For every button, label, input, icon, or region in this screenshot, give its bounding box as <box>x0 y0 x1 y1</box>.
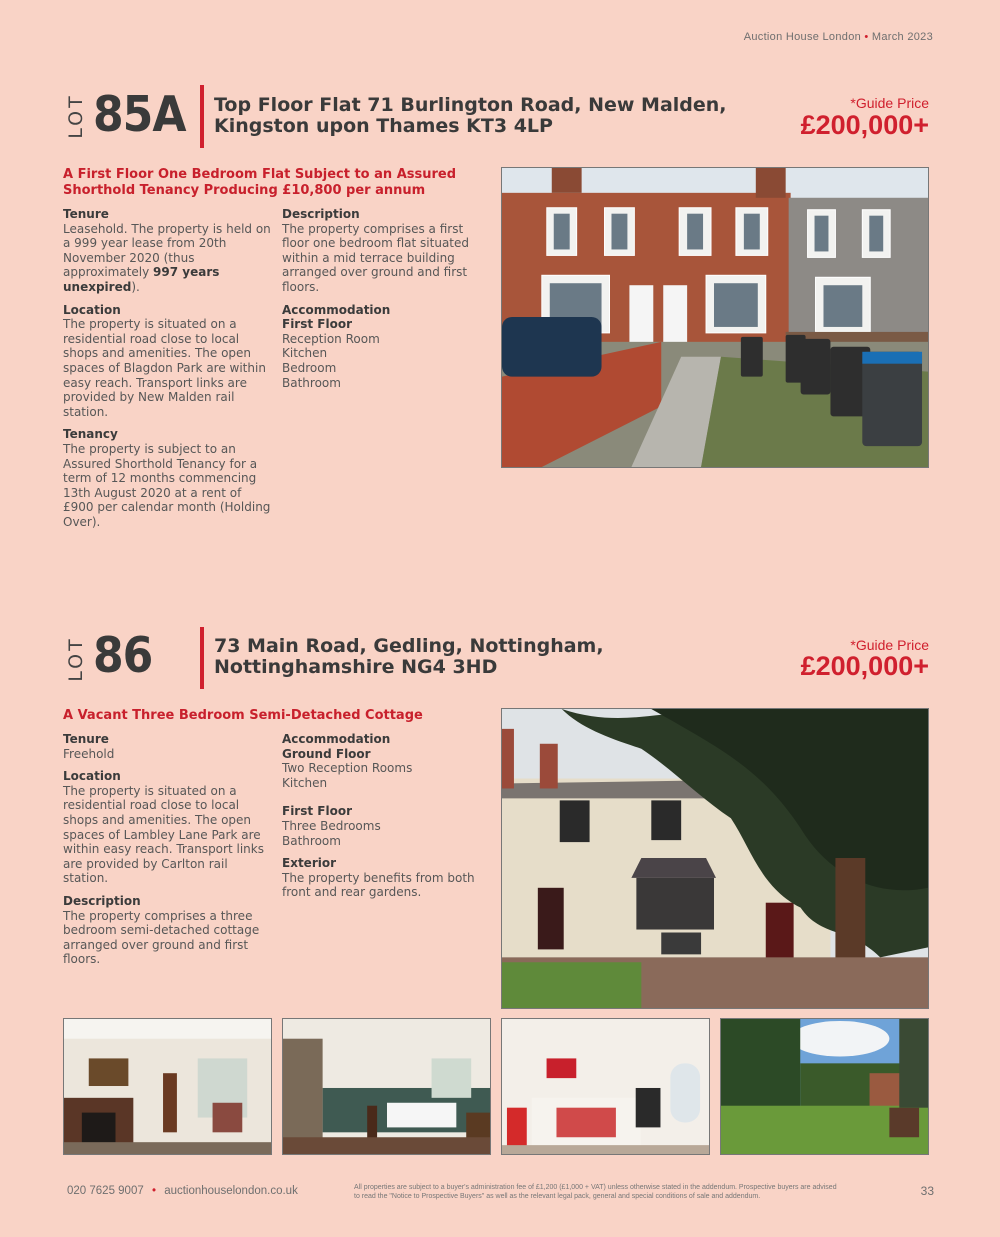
tenancy-heading: Tenancy <box>63 427 118 442</box>
title-line-2: Nottinghamshire NG4 3HD <box>214 656 498 678</box>
room-item: Reception Room <box>282 331 380 346</box>
publication-header <box>744 31 933 43</box>
lot-85a-left-column <box>63 207 275 537</box>
phone-number: 020 7625 9007 <box>67 1185 144 1197</box>
footer-contact <box>67 1185 298 1197</box>
title-line-1: Top Floor Flat 71 Burlington Road, New Malden, <box>214 94 727 116</box>
description-heading: Description <box>282 207 360 221</box>
title-line-2: Kingston upon Thames KT3 4LP <box>214 115 553 137</box>
title-line-1: 73 Main Road, Gedling, Nottingham, <box>214 635 604 657</box>
accommodation-heading: Accommodation <box>282 732 391 746</box>
lot-86-exterior-photo <box>501 708 929 1009</box>
dining-room-photo <box>282 1018 491 1155</box>
brand-name: Auction House London <box>743 31 862 43</box>
tenure-heading: Tenure <box>63 207 109 221</box>
lot-86-left-column <box>63 732 275 975</box>
lot-word: LOT <box>64 93 87 139</box>
room-item: Kitchen <box>282 346 328 361</box>
lot-85a-title <box>214 95 727 137</box>
accommodation-heading: Accommodation <box>282 302 391 317</box>
tenure-text: Freehold <box>63 746 115 761</box>
lot-85a-headline: A First Floor One Bedroom Flat Subject to an Assured Shorthold Tenancy Producing £10,800 per annum <box>63 167 457 198</box>
lot-85a-right-column <box>282 207 492 398</box>
fee-notice: All properties are subject to a buyer's administration fee of £1,200 (£1,000 + VAT) unless otherwise stated in the addendum. Prospective buyers are advised to read the "Notice to Prospective Buyers" as well as the relevant legal pack, general and special conditions of sale and addendum. <box>354 1184 837 1200</box>
room-item: Kitchen <box>282 775 328 790</box>
lot-86-headline: A Vacant Three Bedroom Semi-Detached Cottage <box>63 708 423 723</box>
guide-price: £200,000+ <box>800 651 929 681</box>
lot-divider <box>200 627 204 689</box>
tenure-heading: Tenure <box>63 732 109 746</box>
location-text: The property is situated on a residential road close to local shops and amenities. The open spaces of Lambley Lane Park are within easy reach. Transport links are provided by Carlton rail station. <box>63 783 264 886</box>
description-text: The property comprises a three bedroom semi-detached cottage arranged over ground and first floors. <box>63 908 260 967</box>
garden-photo <box>720 1018 929 1155</box>
issue-date: March 2023 <box>871 31 933 43</box>
room-item: Three Bedrooms <box>282 818 381 833</box>
tenancy-text: The property is subject to an Assured Shorthold Tenancy for a term of 12 months commencing 13th August 2020 at a rent of £900 per calendar month (Holding Over). <box>63 441 271 529</box>
lot-85a-exterior-photo <box>501 167 929 468</box>
guide-price: £200,000+ <box>800 110 929 140</box>
guide-price-label: *Guide Price <box>850 95 929 111</box>
lot-86-right-column <box>282 732 492 908</box>
lot-divider <box>200 85 204 148</box>
guide-price-label: *Guide Price <box>850 637 929 653</box>
location-text: The property is situated on a residential road close to local shops and amenities. The open spaces of Blagdon Park are within easy reach. Transport links are provided by New Malden rail station. <box>63 317 266 419</box>
living-room-photo <box>63 1018 272 1155</box>
room-item: Bathroom <box>282 375 341 390</box>
bedroom-photo <box>501 1018 710 1155</box>
exterior-text: The property benefits from both front and rear gardens. <box>282 870 475 900</box>
first-floor-heading: First Floor <box>282 317 353 332</box>
description-heading: Description <box>63 893 141 908</box>
room-item: Bedroom <box>282 360 337 375</box>
room-item: Bathroom <box>282 833 341 848</box>
lot-word: LOT <box>64 636 87 682</box>
tenure-text: Leasehold. The property is held on a 999 year lease from 20th November 2020 (thus approximately 997 years unexpired). <box>63 221 271 294</box>
location-heading: Location <box>63 302 121 317</box>
footer-separator: • <box>151 1185 156 1197</box>
first-floor-heading: First Floor <box>282 804 353 819</box>
exterior-heading: Exterior <box>282 856 337 871</box>
room-item: Two Reception Rooms <box>282 761 413 776</box>
location-heading: Location <box>63 769 121 784</box>
lot-number: 86 <box>93 627 153 684</box>
header-separator: • <box>864 31 869 43</box>
website-link[interactable]: auctionhouselondon.co.uk <box>164 1185 298 1197</box>
description-text: The property comprises a first floor one bedroom flat situated within a mid terrace building arranged over ground and first floors. <box>282 221 469 294</box>
lot-86-title <box>214 636 604 678</box>
lot-number: 85A <box>93 86 186 143</box>
page-number: 33 <box>920 1184 934 1198</box>
ground-floor-heading: Ground Floor <box>282 746 371 761</box>
